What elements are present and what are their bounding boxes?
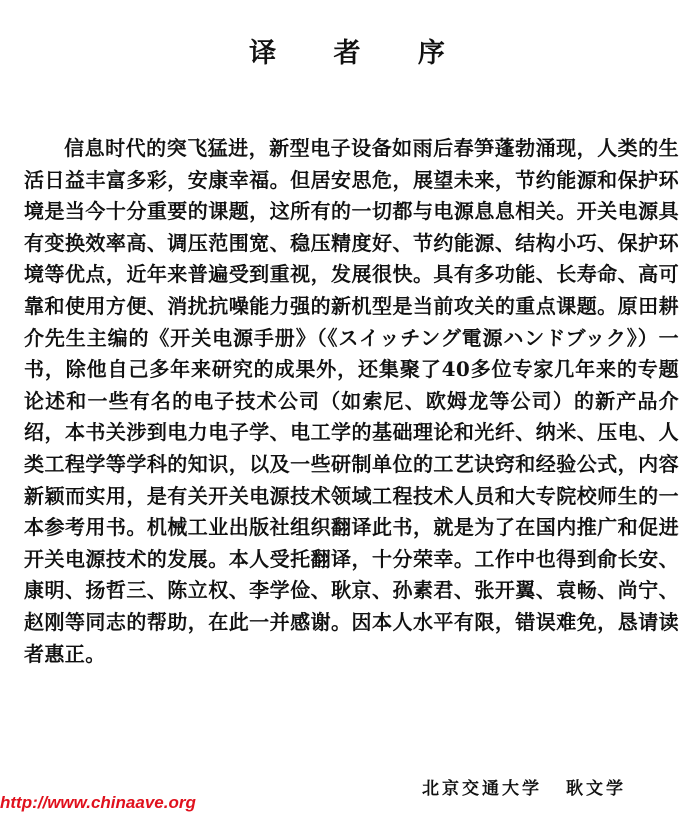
page-title: 译 者 序 [249, 38, 469, 69]
signature-name: 耿文学 [566, 779, 626, 799]
paragraph-text: 信息时代的突飞猛进，新型电子设备如雨后春笋蓬勃涌现，人类的生活日益丰富多彩，安康幸福。但居安思危，展望未来，节约能源和保护环境是当今十分重要的课题，这所有的一切都与电源息息相关。开关电源具有变换效率高、调压范围宽、稳压精度好、节约能源、结构小巧、保护环境等优点，近年来普遍受到重视，发展很快。具有多功能、长寿命、高可靠和使用方便、消扰抗噪能力强的新机型是当前攻关的重点课题。原田耕介先生主编的《开关电源手册》（《スイッチング電源ハンドブック》）一书，除他自己多年来研究的成果外，还集聚了40多位专家几年来的专题论述和一些有名的电子技术公司（如索尼、欧姆龙等公司）的新产品介绍，本书关涉到电力电子学、电工学的基础理论和光纤、纳米、压电、人类工程学等学科的知识，以及一些研制单位的工艺诀窍和经验公式，内容新颖而实用，是有关开关电源技术领域工程技术人员和大专院校师生的一本参考用书。机械工业出版社组织翻译此书，就是为了在国内推广和促进开关电源技术的发展。本人受托翻译，十分荣幸。工作中也得到俞长安、康明、扬哲三、陈立权、李学俭、耿京、孙素君、张开翼、袁畅、尚宁、赵刚等同志的帮助，在此一并感谢。因本人水平有限，错误难免，恳请读者惠正。 [24, 136, 679, 666]
translator-signature [422, 777, 626, 801]
signature-school: 北京交通大学 [422, 779, 542, 799]
body-paragraph [24, 133, 679, 670]
watermark-url: http://www.chinaave.org [0, 793, 196, 812]
